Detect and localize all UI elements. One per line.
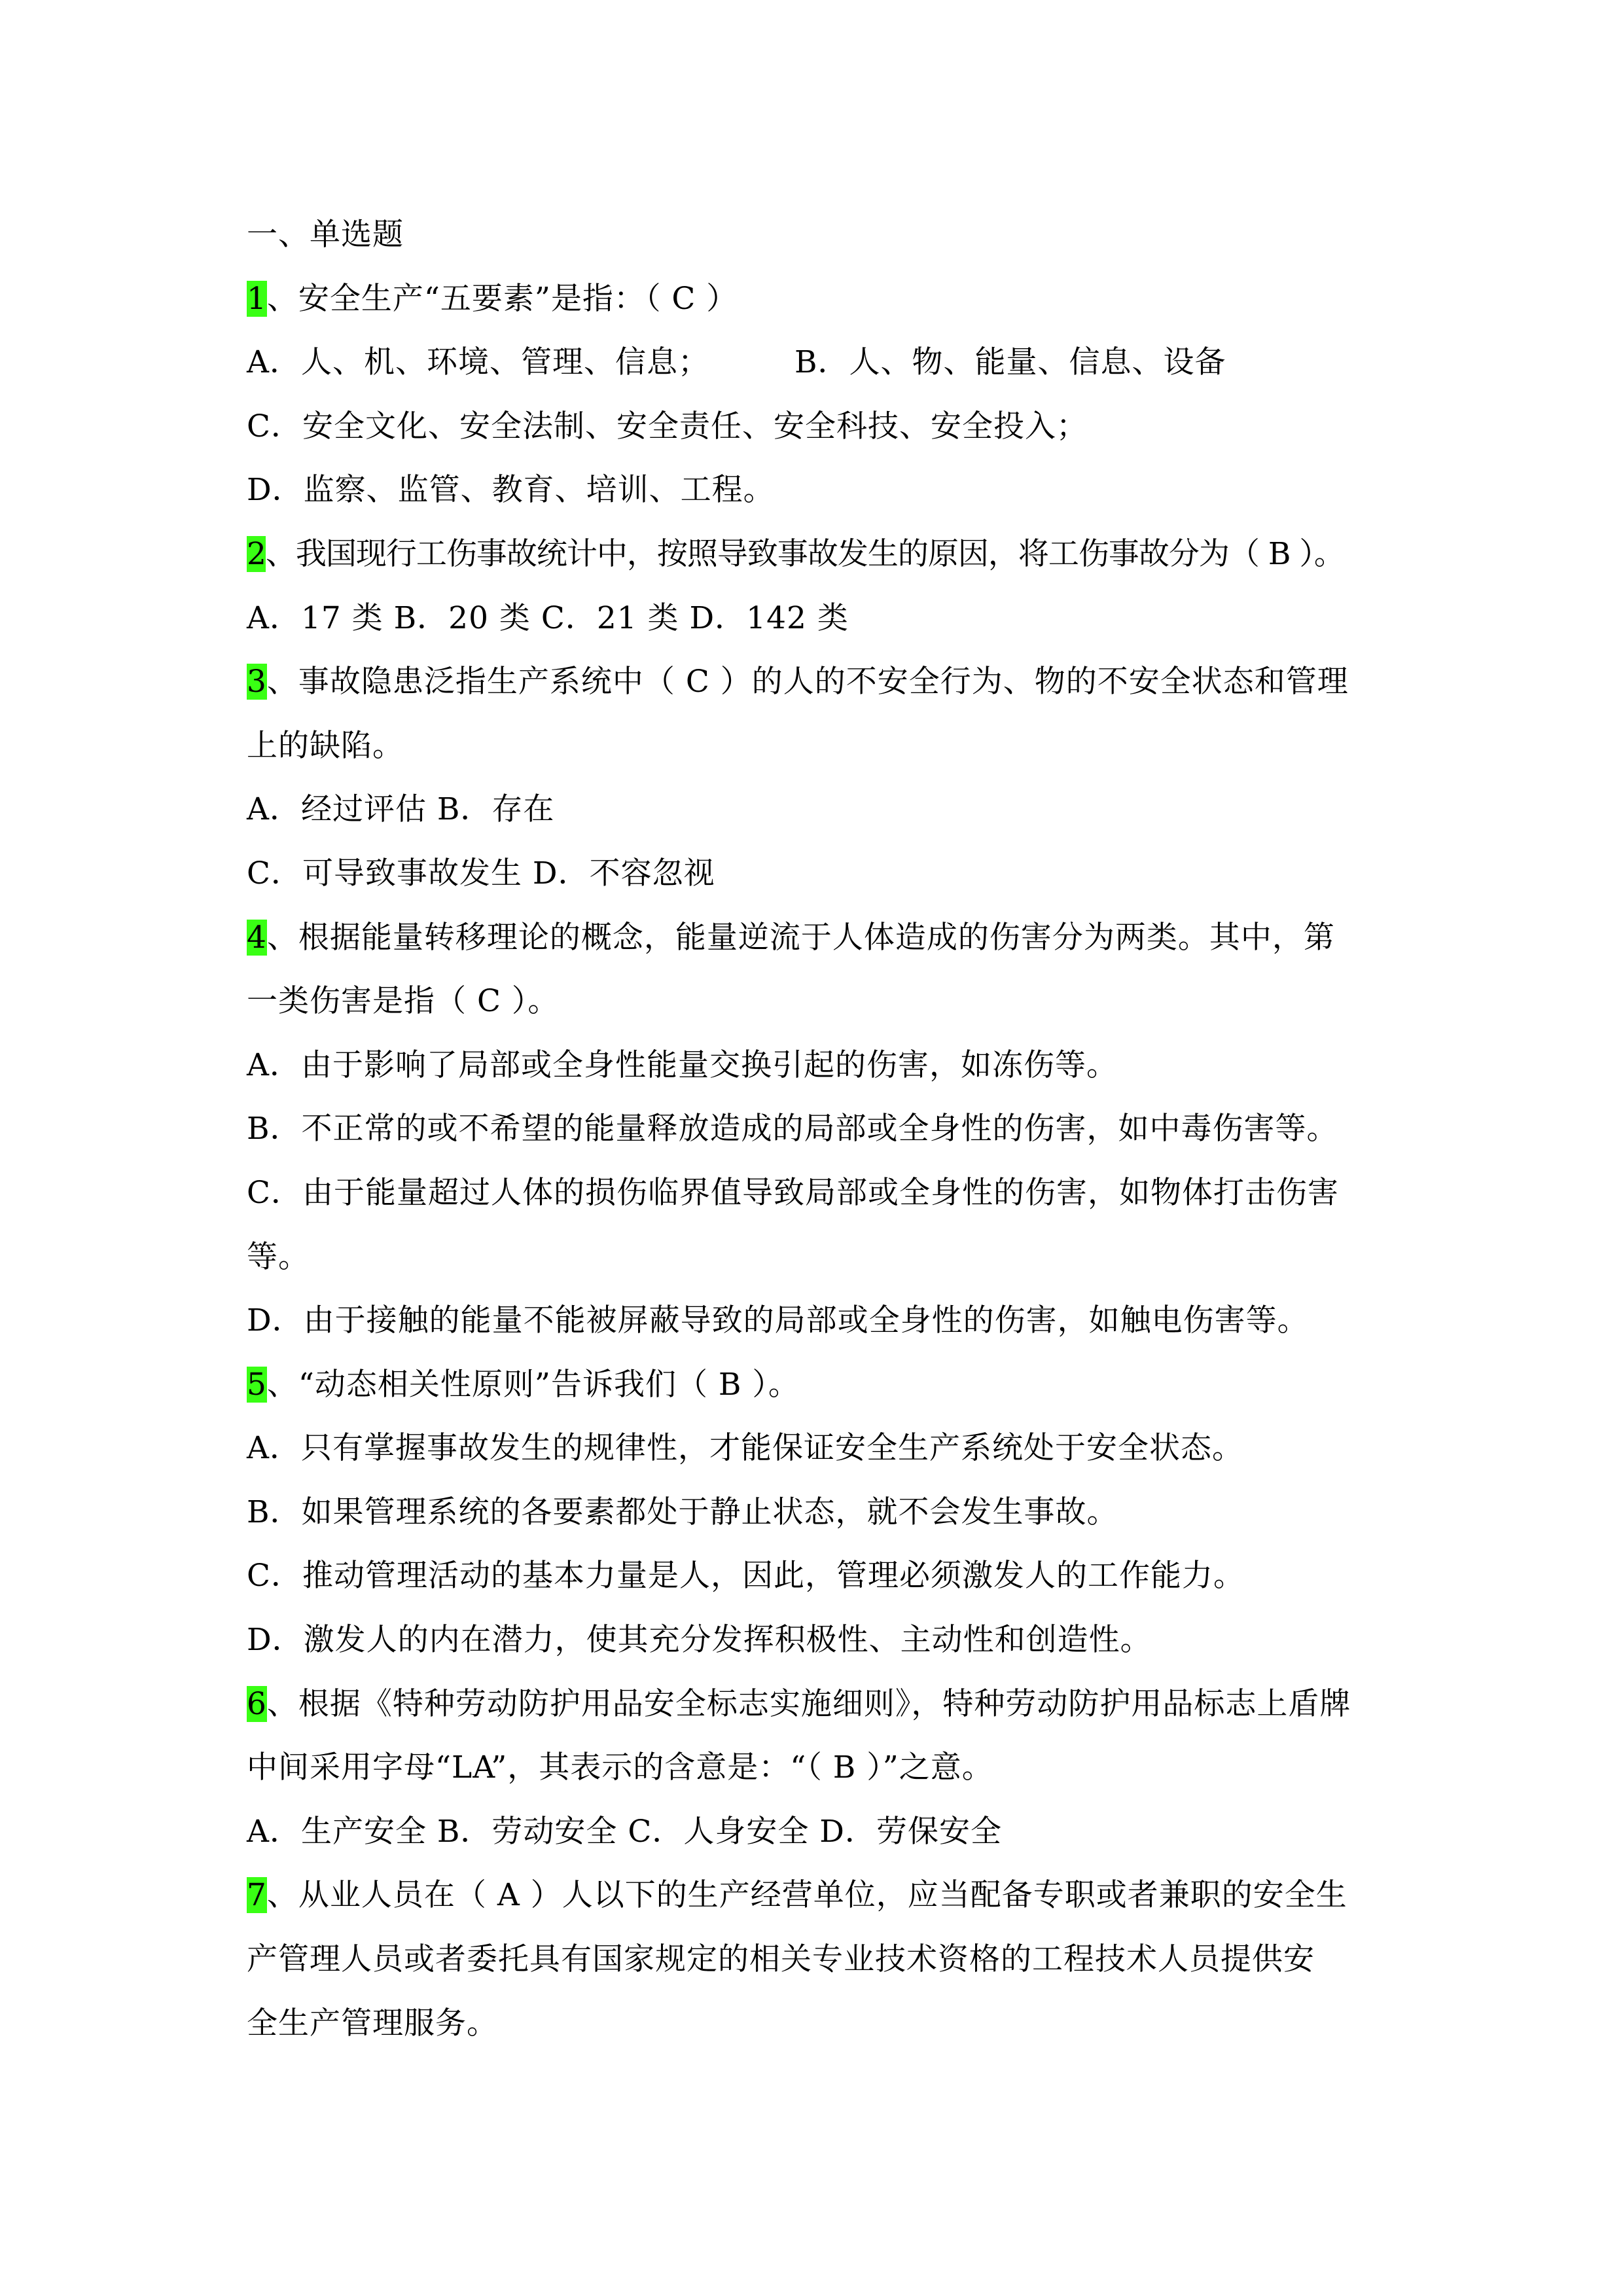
option-c-continued: 等。 — [247, 1238, 310, 1275]
question-stem-continued: 中间采用字母“LA”，其表示的含意是：“（ B ）”之意。 — [247, 1749, 993, 1786]
question-number-highlight: 1 — [247, 280, 267, 317]
question-2 — [247, 522, 1399, 650]
option-b: B．不正常的或不希望的能量释放造成的局部或全身性的伤害，如中毒伤害等。 — [247, 1111, 1338, 1147]
question-stem — [247, 650, 1399, 714]
question-stem-text: 、“动态相关性原则”告诉我们（ B ）。 — [266, 1366, 800, 1403]
question-5 — [247, 1353, 1399, 1672]
question-stem — [247, 1863, 1399, 1928]
question-stem — [247, 522, 1399, 586]
option-line: A．17 类 B．20 类 C．21 类 D．142 类 — [247, 600, 849, 636]
question-number-highlight: 2 — [247, 535, 266, 572]
question-stem-text: 、我国现行工伤事故统计中，按照导致事故发生的原因，将工伤事故分为（ B ）。 — [265, 535, 1344, 572]
option-b: B．人、物、能量、信息、设备 — [794, 344, 1226, 381]
document-page — [247, 203, 1399, 2055]
question-6 — [247, 1672, 1399, 1864]
question-stem-text: 、事故隐患泛指生产系统中（ C ）的人的不安全行为、物的不安全状态和管理 — [266, 664, 1349, 700]
option-b: B．如果管理系统的各要素都处于静止状态，就不会发生事故。 — [247, 1494, 1118, 1530]
option-a: A．人、机、环境、管理、信息； — [247, 344, 709, 381]
option-line: A．经过评估 B．存在 — [247, 791, 555, 828]
option-d: D．激发人的内在潜力，使其充分发挥积极性、主动性和创造性。 — [247, 1622, 1152, 1659]
option-c: C．由于能量超过人体的损伤临界值导致局部或全身性的伤害，如物体打击伤害 — [247, 1174, 1339, 1211]
question-stem-continued: 产管理人员或者委托具有国家规定的相关专业技术资格的工程技术人员提供安 — [247, 1941, 1315, 1978]
question-number-highlight: 6 — [247, 1685, 267, 1722]
option-a: A．只有掌握事故发生的规律性，才能保证安全生产系统处于安全状态。 — [247, 1430, 1243, 1467]
question-stem-continued: 全生产管理服务。 — [247, 2005, 498, 2041]
section-title: 一、单选题 — [247, 217, 404, 253]
option-d: D．监察、监管、教育、培训、工程。 — [247, 472, 775, 509]
question-number-highlight: 7 — [247, 1877, 267, 1914]
question-stem-continued: 上的缺陷。 — [247, 727, 404, 764]
question-stem-text: 、根据《特种劳动防护用品安全标志实施细则》，特种劳动防护用品标志上盾牌 — [266, 1685, 1351, 1722]
question-stem-text: 、安全生产“五要素”是指：（ C ） — [266, 280, 738, 317]
question-stem — [247, 906, 1399, 970]
question-stem-continued: 一类伤害是指（ C ）。 — [247, 983, 560, 1020]
question-3 — [247, 650, 1399, 905]
option-c: C．推动管理活动的基本力量是人，因此，管理必须激发人的工作能力。 — [247, 1558, 1245, 1594]
question-stem — [247, 1672, 1399, 1736]
option-line: A．生产安全 B．劳动安全 C．人身安全 D．劳保安全 — [247, 1813, 1002, 1850]
question-number-highlight: 5 — [247, 1366, 267, 1403]
question-number-highlight: 4 — [247, 919, 267, 956]
option-a: A．由于影响了局部或全身性能量交换引起的伤害，如冻伤等。 — [247, 1047, 1118, 1083]
question-stem-text: 、根据能量转移理论的概念，能量逆流于人体造成的伤害分为两类。其中，第 — [266, 919, 1335, 956]
question-number-highlight: 3 — [247, 664, 267, 700]
question-stem — [247, 1353, 1399, 1417]
option-line — [247, 331, 1399, 395]
question-stem — [247, 267, 1399, 331]
option-d: D．由于接触的能量不能被屏蔽导致的局部或全身性的伤害，如触电伤害等。 — [247, 1302, 1309, 1339]
question-stem-text: 、从业人员在（ A ）人以下的生产经营单位，应当配备专职或者兼职的安全生 — [266, 1877, 1347, 1914]
question-1 — [247, 267, 1399, 522]
option-c: C．安全文化、安全法制、安全责任、安全科技、安全投入； — [247, 408, 1088, 444]
option-line: C．可导致事故发生 D．不容忽视 — [247, 855, 715, 891]
question-7 — [247, 1863, 1399, 2055]
question-4 — [247, 906, 1399, 1353]
